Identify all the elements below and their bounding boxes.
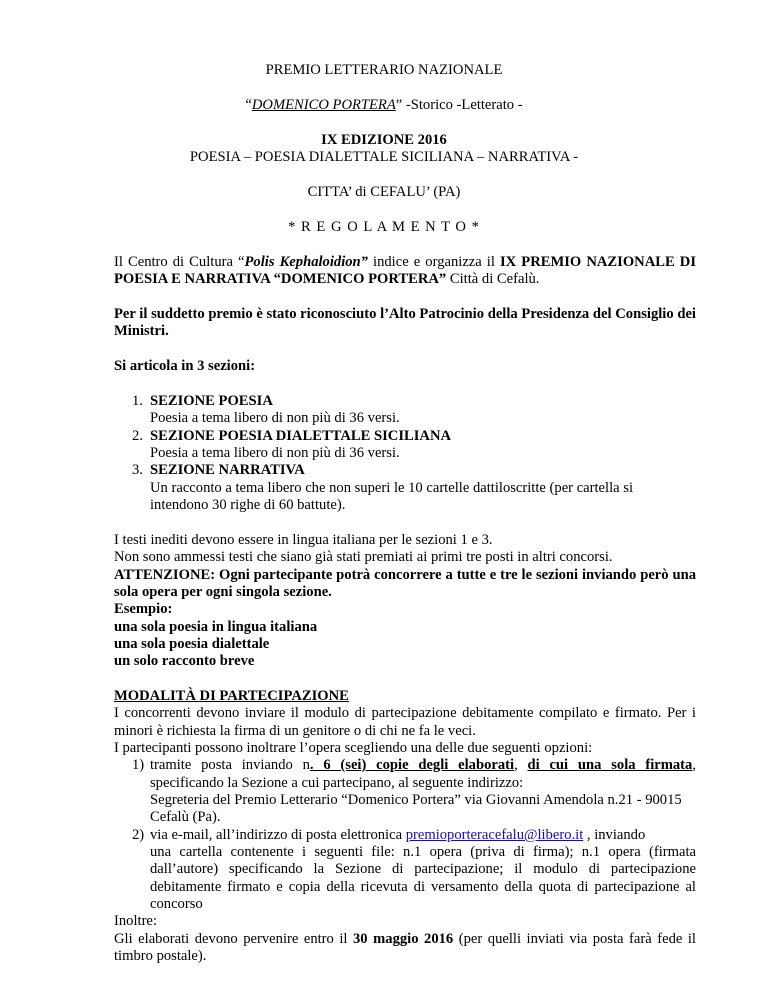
modalita-line-3: I partecipanti possono inoltrare l’opera scegliendo una delle due seguenti opzioni: bbox=[114, 740, 593, 756]
section-item-1: 1. SEZIONE POESIA bbox=[132, 393, 273, 409]
option-1-line-2: specificando la Sezione a cui partecipano, al seguente indirizzo: bbox=[150, 775, 524, 791]
section-desc-3b: intendono 30 righe di 60 battute). bbox=[150, 497, 346, 513]
rule-attention-1: ATTENZIONE: Ogni partecipante potrà concorrere a tutte e tre le sezioni inviando però una bbox=[114, 567, 696, 583]
deadline-date: 30 maggio 2016 bbox=[353, 931, 454, 947]
option-1: 1) tramite posta inviando n. 6 (sei) copie degli elaborati, di cui una sola firmata, bbox=[132, 757, 696, 773]
patrocinio-line-1: Per il suddetto premio è stato riconosciuto l’Alto Patrocinio della Presidenza del Consiglio dei bbox=[114, 306, 696, 322]
option-1-city: Cefalù (Pa). bbox=[150, 809, 221, 825]
example-3: un solo racconto breve bbox=[114, 653, 255, 669]
rule-unpublished: Non sono ammessi testi che siano già stati premiati ai primi tre posti in altri concorsi. bbox=[114, 549, 613, 565]
rule-language: I testi inediti devono essere in lingua italiana per le sezioni 1 e 3. bbox=[114, 532, 493, 548]
modalita-line-2: minori è richiesta la firma di un genitore o di chi ne fa le veci. bbox=[114, 723, 476, 739]
regolamento-title: * R E G O L A M E N T O * bbox=[288, 219, 480, 235]
section-item-2: 2. SEZIONE POESIA DIALETTALE SICILIANA bbox=[132, 428, 452, 444]
patrocinio-line-2: Ministri. bbox=[114, 323, 169, 339]
intro-line-2: POESIA E NARRATIVA “DOMENICO PORTERA” Città di Cefalù. bbox=[114, 271, 540, 287]
section-desc-3: Un racconto a tema libero che non superi le 10 cartelle dattiloscritte (per cartella si bbox=[150, 480, 634, 496]
section-desc-2: Poesia a tema libero di non più di 36 versi. bbox=[150, 445, 400, 461]
modalita-line-1: I concorrenti devono inviare il modulo di partecipazione debitamente compilato e firmato. Per i bbox=[114, 705, 696, 721]
sections-intro: Si articola in 3 sezioni: bbox=[114, 358, 256, 374]
intro-line-1: Il Centro di Cultura “Polis Kephaloidion” indice e organizza il IX PREMIO NAZIONALE DI bbox=[114, 254, 697, 270]
city-line: CITTA’ di CEFALU’ (PA) bbox=[307, 184, 461, 200]
section-item-3: 3. SEZIONE NARRATIVA bbox=[132, 462, 305, 478]
example-label: Esempio: bbox=[114, 601, 173, 617]
modalita-heading: MODALITÀ DI PARTECIPAZIONE bbox=[114, 688, 349, 704]
option-2-line-2: una cartella contenente i seguenti file: n.1 opera (priva di firma); n.1 opera (firmata bbox=[150, 844, 696, 860]
option-2-line-5: concorso bbox=[150, 896, 203, 912]
email-link[interactable]: premioporteracefalu@libero.it bbox=[405, 827, 584, 843]
header-title: PREMIO LETTERARIO NAZIONALE bbox=[265, 62, 503, 78]
rule-attention-2: sola opera per ogni singola sezione. bbox=[114, 584, 332, 600]
deadline-line-1: Gli elaborati devono pervenire entro il 30 maggio 2016 (per quelli inviati via posta farà fede il bbox=[114, 931, 696, 947]
option-2: 2) via e-mail, all’indirizzo di posta elettronica premioporteracefalu@libero.it , inviando bbox=[132, 827, 646, 843]
example-2: una sola poesia dialettale bbox=[114, 636, 270, 652]
example-1: una sola poesia in lingua italiana bbox=[114, 619, 318, 635]
option-1-address: Segreteria del Premio Letterario “Domenico Portera” via Giovanni Amendola n.21 - 90015 bbox=[150, 792, 682, 808]
section-desc-1: Poesia a tema libero di non più di 36 versi. bbox=[150, 410, 400, 426]
deadline-line-2: timbro postale). bbox=[114, 948, 207, 964]
option-2-line-3: dall’autore) specificando la Sezione di partecipazione; il modulo di partecipazione bbox=[150, 861, 696, 877]
header-name: DOMENICO PORTERA bbox=[251, 97, 396, 113]
header-subtitle: “DOMENICO PORTERA” -Storico -Letterato - bbox=[245, 97, 523, 113]
inoltre-label: Inoltre: bbox=[114, 913, 157, 929]
edition-title: IX EDIZIONE 2016 bbox=[321, 132, 447, 148]
categories-line: POESIA – POESIA DIALETTALE SICILIANA – NARRATIVA - bbox=[189, 149, 579, 165]
option-2-line-4: debitamente firmato e copia della ricevuta di versamento della quota di partecipazione al bbox=[150, 879, 696, 895]
